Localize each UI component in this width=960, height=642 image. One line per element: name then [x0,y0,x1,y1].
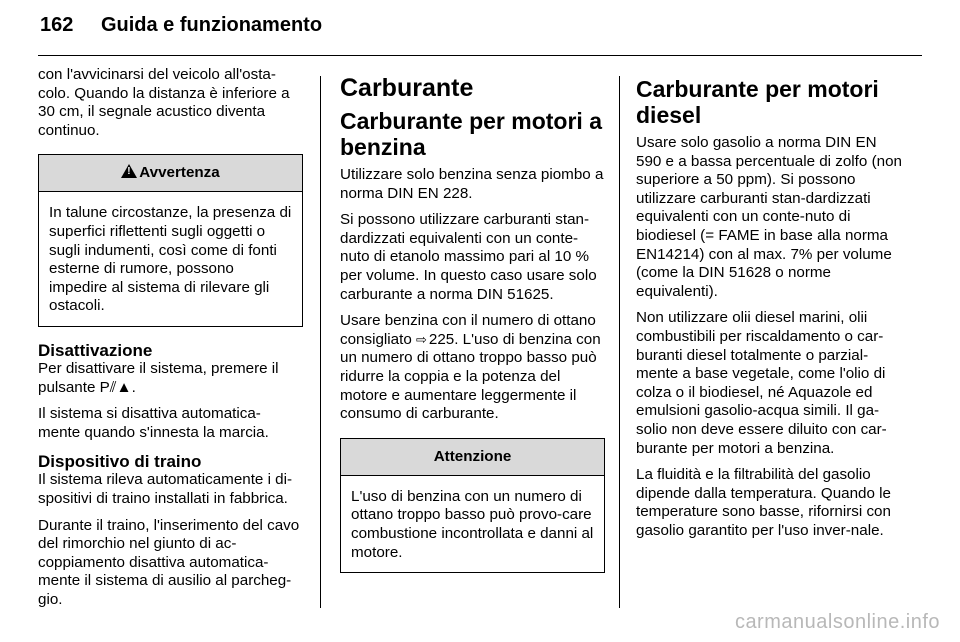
warning-box-header [39,155,302,192]
warning-title: Avvertenza [139,164,220,182]
disattivazione-paragraph-2: Il sistema si disattiva automatica-mente quando s'innesta la marcia. [38,405,269,441]
intro-paragraph: con l'avvicinarsi del veicolo all'osta-colo. Quando la distanza è inferiore a 30 cm, il segnale acustico diventa continuo. [38,66,290,139]
heading-traino: Dispositivo di traino [38,452,202,472]
benzina-p3-text: Usare benzina con il numero di ottano consigliato [340,312,596,348]
traino-paragraph-2: Durante il traino, l'inserimento del cavo del rimorchio nel giunto di ac-coppiamento disattiva automatica-mente il sistema di ausilio al parcheg-gio. [38,516,300,608]
heading-carburante: Carburante [340,74,474,102]
benzina-paragraph-2: Si possono utilizzare carburanti stan-dardizzati equivalenti con un conte-nuto di etanolo massimo pari al 10 % per volume. In questo caso usare solo carburante a norma DIN 51625. [340,211,597,303]
column-2 [340,66,605,587]
warning-body: In talune circostanze, la presenza di superfici riflettenti sugli oggetti o sugli indumenti, così come di fonti esterne di rumore, possono impedire al sistema di rilevare gli ostacoli. [49,204,292,315]
traino-paragraph-1: Il sistema rileva automaticamente i di-spositivi di traino installati in fabbrica. [38,471,293,507]
diesel-paragraph-1: Usare solo gasolio a norma DIN EN 590 e a bassa percentuale di zolfo (non superiore a 50 ppm). Si possono utilizzare carburanti stan-dardizzati equivalenti con un conte-nuto di biodiesel (= FAME in base alla norma EN14214) con al max. 7% per volume (come la DIN 51628 o norme equivalenti). [636,134,902,300]
attention-body: L'uso di benzina con un numero di ottano troppo basso può provo-care combustione incontrollata e danni al motore. [351,487,594,561]
column-3 [636,66,904,548]
benzina-p3-text-end: . L'uso di benzina con un numero di ottano troppo basso può ridurre la coppia e la potenza del motore e aumentare leggermente il consumo di carburante. [340,330,601,423]
parking-assist-button-icon: P⫽▲ [99,378,132,396]
diesel-paragraph-2: Non utilizzare olii diesel marini, olii combustibili per riscaldamento o car-buranti diesel totalmente o parzial-mente a base vegetale, come l'olio di colza o il biodiesel, né Aquazole ed emulsioni gasolio-acqua simili. Il ga-solio non deve essere diluito con car-burante per motori a benzina. [636,309,887,457]
warning-box [38,154,303,327]
heading-diesel: Carburante per motori diesel [636,76,879,128]
column-1 [38,66,303,617]
attention-title: Attenzione [341,439,604,476]
heading-disattivazione: Disattivazione [38,340,153,360]
benzina-paragraph-3 [340,312,605,424]
attention-box [340,438,605,573]
disattivazione-period: . [131,378,136,396]
page-number: 162 [40,14,74,36]
column-divider-1 [320,76,321,608]
disattivazione-text: Per disattivare il sistema, premere il pulsante [38,359,279,396]
header-divider [38,55,922,56]
section-title: Guida e funzionamento [100,14,323,36]
page-reference-arrow-icon: ⇨ [415,331,427,347]
page-header [40,14,322,37]
warning-triangle-icon [121,164,137,178]
heading-benzina: Carburante per motori a benzina [340,108,602,160]
watermark: carmanualsonline.info [734,611,940,633]
benzina-paragraph-1: Utilizzare solo benzina senza piombo a norma DIN EN 228. [340,166,604,202]
disattivazione-paragraph-1 [38,360,303,397]
page-reference-link[interactable]: 225 [428,330,455,348]
diesel-paragraph-3: La fluidità e la filtrabilità del gasolio dipende dalla temperatura. Quando le temperature sono basse, rifornirsi con gasolio garantito per l'uso inver-nale. [636,466,891,539]
column-divider-2 [619,76,620,608]
